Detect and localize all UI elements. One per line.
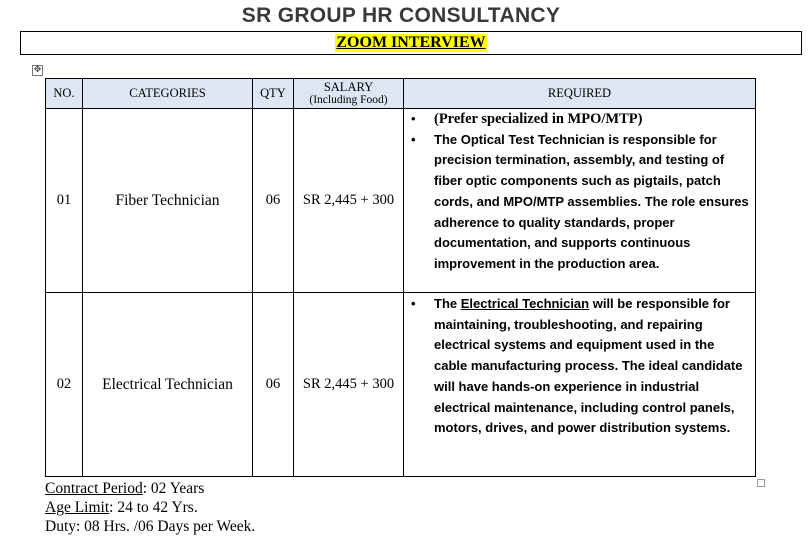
- duty-line: Duty: 08 Hrs. /06 Days per Week.: [45, 518, 256, 535]
- row-salary: SR 2,445 + 300: [294, 109, 404, 293]
- header-salary: [294, 79, 404, 109]
- row-required: [404, 293, 756, 477]
- jobs-table: [45, 78, 756, 477]
- row-qty: 06: [253, 109, 294, 293]
- zoom-interview-label: ZOOM INTERVIEW: [336, 34, 486, 51]
- contract-period-value: : 02 Years: [142, 480, 205, 497]
- row-no: 02: [46, 293, 83, 477]
- required-list: [404, 109, 755, 275]
- row-required: [404, 109, 756, 293]
- header-qty: QTY: [253, 79, 294, 109]
- company-title: SR GROUP HR CONSULTANCY: [241, 4, 561, 27]
- required-description: • The Optical Test Technician is responsible for precision termination, assembly, and testing of fiber optic components such as pigtails, patch cords, and MPO/MTP assemblies. The role ensures adherence to quality standards, proper documentation, and supports continuous improvement in the production area.: [434, 130, 751, 275]
- age-limit-line: [45, 498, 198, 517]
- table-row: [46, 109, 756, 293]
- header-no: NO.: [46, 79, 83, 109]
- required-description: [434, 294, 751, 439]
- age-limit-label: Age Limit: [45, 499, 110, 516]
- contract-period-label: Contract Period: [45, 480, 143, 497]
- row-category: Electrical Technician: [83, 293, 253, 477]
- header-categories: CATEGORIES: [83, 79, 253, 109]
- table-move-handle-icon[interactable]: ✥: [33, 65, 42, 75]
- row-no: 01: [46, 109, 83, 293]
- table-resize-handle-icon[interactable]: [757, 479, 765, 487]
- table-header-row: [46, 79, 756, 109]
- required-desc-post: will be responsible for maintaining, troubleshooting, and repairing electrical systems and equipment used in the cable manufacturing process. The ideal candidate will have hands-on experience in industrial electrical maintenance, including control panels, motors, drives, and power distribution systems.: [434, 296, 743, 436]
- header-salary-label: SALARY: [323, 79, 374, 94]
- row-qty: 06: [253, 293, 294, 477]
- zoom-interview-banner: [20, 31, 802, 55]
- header-salary-sub: (Including Food): [309, 93, 388, 106]
- row-salary: SR 2,445 + 300: [294, 293, 404, 477]
- row-category: Fiber Technician: [83, 109, 253, 293]
- header-required: REQUIRED: [404, 79, 756, 109]
- required-preference: • (Prefer specialized in MPO/MTP): [434, 109, 751, 130]
- required-desc-pre: The: [434, 296, 461, 311]
- required-list: [404, 293, 755, 439]
- age-limit-value: : 24 to 42 Yrs.: [109, 499, 198, 516]
- electrical-technician-link[interactable]: Electrical Technician: [460, 296, 590, 311]
- contract-period-line: [45, 479, 204, 498]
- table-row: [46, 293, 756, 477]
